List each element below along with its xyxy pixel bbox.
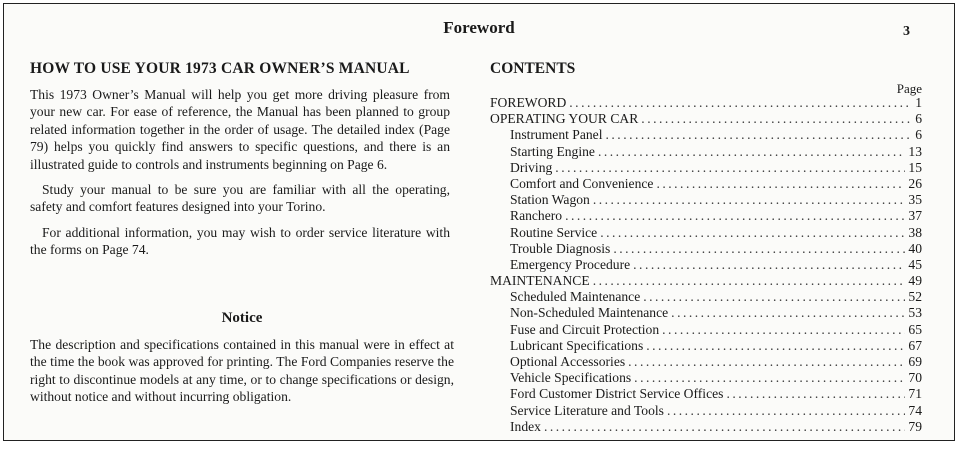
toc-leader-dots: [646, 338, 905, 354]
toc-entry-page: 6: [915, 127, 922, 143]
toc-leader-dots: [593, 273, 906, 289]
intro-paragraph: This 1973 Owner’s Manual will help you get more driving pleasure from your new car. For ease of reference, the Manual has been planned to group related information together in the order of usage. The detailed index (Page 79) helps you quickly find answers to specific questions, and there is an illustrated guide to controls and instruments beginning on Page 6.: [30, 87, 450, 172]
toc-leader-dots: [544, 419, 905, 435]
toc-entry-page: 1: [915, 95, 922, 110]
toc-entry-page: 70: [908, 370, 922, 386]
toc-entry[interactable]: [490, 127, 922, 143]
toc-entry-page: 37: [908, 208, 922, 224]
toc-entry-label: Vehicle Specifications: [510, 370, 632, 386]
additional-info-paragraph: For additional information, you may wish to order service literature with the forms on Page 74.: [30, 224, 450, 258]
toc-entry-page: 45: [908, 256, 922, 272]
toc-entry[interactable]: [490, 273, 922, 289]
toc-entry-label: Non-Scheduled Maintenance: [510, 305, 669, 321]
toc-leader-dots: [634, 370, 905, 386]
toc-leader-dots: [662, 322, 905, 338]
toc-entry[interactable]: [490, 305, 922, 321]
toc-leader-dots: [633, 257, 905, 273]
toc-entry[interactable]: [490, 354, 922, 370]
toc-entry-label: Comfort and Convenience: [510, 175, 654, 191]
toc-entry[interactable]: [490, 419, 922, 435]
toc-leader-dots: [593, 192, 906, 208]
toc-entry-page: 67: [908, 337, 922, 353]
toc-entry[interactable]: [490, 370, 922, 386]
toc-entry-label: OPERATING YOUR CAR: [490, 111, 639, 127]
toc-entry-label: Index: [510, 418, 541, 434]
toc-entry-page: 79: [908, 418, 922, 434]
toc-leader-dots: [643, 289, 905, 305]
page-number: 3: [903, 24, 910, 39]
toc-entry-page: 26: [908, 175, 922, 191]
toc-leader-dots: [569, 95, 912, 111]
notice-heading: Notice: [221, 310, 263, 326]
toc-entry-label: Routine Service: [510, 224, 598, 240]
toc-entry[interactable]: [490, 144, 922, 160]
how-to-use-section: [30, 60, 450, 267]
toc-entry[interactable]: [490, 208, 922, 224]
toc-entry-page: 65: [908, 321, 922, 337]
toc-entry-page: 13: [908, 143, 922, 159]
toc-entry[interactable]: [490, 289, 922, 305]
toc-entry-label: Service Literature and Tools: [510, 402, 664, 418]
toc-entry-page: 71: [908, 386, 922, 402]
toc-leader-dots: [565, 208, 905, 224]
toc-entry[interactable]: [490, 225, 922, 241]
toc-entry-label: Emergency Procedure: [510, 256, 631, 272]
toc-entry-label: Lubricant Specifications: [510, 337, 644, 353]
contents-list: [490, 95, 922, 435]
toc-entry-page: 6: [915, 111, 922, 127]
toc-entry-label: Starting Engine: [510, 143, 595, 159]
toc-entry-label: FOREWORD: [490, 95, 567, 110]
toc-leader-dots: [598, 144, 905, 160]
notice-paragraph: The description and specifications contained in this manual were in effect at the time the book was approved for printing. The Ford Companies reserve the right to discontinue models at any time, or to change specifications or design, without notice and without incurring obligation.: [30, 337, 454, 405]
contents-section: [490, 60, 922, 435]
toc-entry[interactable]: [490, 322, 922, 338]
toc-entry-label: Fuse and Circuit Protection: [510, 321, 660, 337]
toc-entry-label: Ranchero: [510, 208, 563, 224]
toc-entry-page: 38: [908, 224, 922, 240]
toc-entry-label: MAINTENANCE: [490, 273, 590, 289]
toc-entry-page: 69: [908, 354, 922, 369]
toc-entry-page: 49: [908, 273, 922, 289]
toc-entry-page: 52: [908, 289, 922, 305]
toc-entry[interactable]: [490, 160, 922, 176]
toc-entry-label: Scheduled Maintenance: [510, 289, 641, 305]
toc-entry-label: Optional Accessories: [510, 354, 626, 369]
toc-entry-label: Driving: [510, 159, 553, 175]
contents-heading: CONTENTS: [490, 60, 576, 77]
toc-leader-dots: [667, 403, 905, 419]
toc-entry-label: Ford Customer District Service Offices: [510, 386, 724, 402]
toc-entry[interactable]: [490, 241, 922, 257]
toc-leader-dots: [606, 127, 913, 143]
toc-leader-dots: [671, 305, 905, 321]
toc-leader-dots: [628, 354, 905, 370]
toc-leader-dots: [600, 225, 905, 241]
toc-entry[interactable]: [490, 338, 922, 354]
manual-page: [3, 3, 955, 441]
toc-leader-dots: [726, 386, 905, 402]
toc-entry[interactable]: [490, 403, 922, 419]
toc-entry-page: 40: [908, 240, 922, 256]
toc-leader-dots: [555, 160, 905, 176]
how-to-use-heading: HOW TO USE YOUR 1973 CAR OWNER’S MANUAL: [30, 60, 410, 77]
toc-entry-page: 15: [908, 159, 922, 175]
page-column-header: Page: [896, 81, 922, 96]
toc-entry[interactable]: [490, 257, 922, 273]
toc-entry-label: Instrument Panel: [510, 127, 603, 143]
toc-leader-dots: [656, 176, 905, 192]
toc-entry-page: 74: [908, 402, 922, 418]
toc-entry[interactable]: [490, 111, 922, 127]
study-paragraph: Study your manual to be sure you are familiar with all the operating, safety and comfort features designed into your Torino.: [30, 182, 450, 215]
toc-entry-page: 35: [908, 192, 922, 208]
toc-entry[interactable]: [490, 192, 922, 208]
toc-entry-page: 53: [908, 305, 922, 321]
toc-entry-label: Station Wagon: [510, 192, 590, 208]
toc-entry[interactable]: [490, 386, 922, 402]
toc-entry-label: Trouble Diagnosis: [510, 240, 611, 256]
toc-entry[interactable]: [490, 176, 922, 192]
toc-leader-dots: [613, 241, 905, 257]
toc-leader-dots: [641, 111, 912, 127]
page-title: Foreword: [443, 18, 515, 37]
toc-entry[interactable]: [490, 95, 922, 111]
